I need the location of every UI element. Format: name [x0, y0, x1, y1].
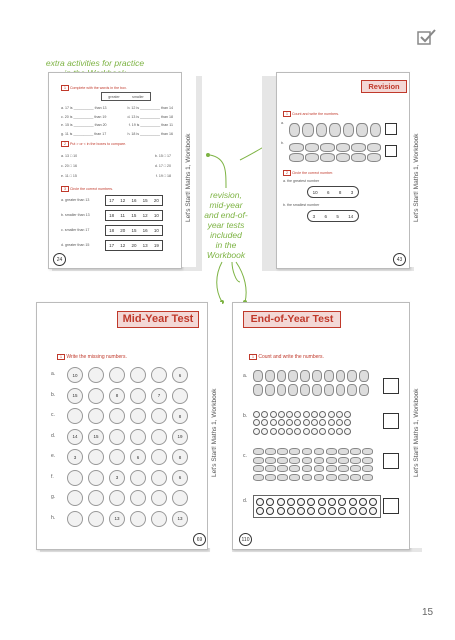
- ex1-header: [283, 111, 339, 117]
- number-bubble: [130, 429, 146, 445]
- strip-number: 20: [153, 198, 159, 203]
- ex2-title: Circle the correct number.: [291, 171, 334, 175]
- answer-box: [385, 123, 397, 135]
- caption-line: in the: [215, 240, 237, 250]
- number-bubble: [151, 511, 167, 527]
- caption-line: revision,: [210, 190, 242, 200]
- number-bubble: 14: [67, 429, 83, 445]
- page-number: 43: [393, 253, 406, 266]
- strip-number: 16: [142, 228, 148, 233]
- page-corner-number: 15: [422, 607, 434, 618]
- number-oval: [307, 210, 359, 222]
- caption-line: year tests: [207, 220, 245, 230]
- page-number: 24: [53, 253, 66, 266]
- number-strip: [105, 195, 163, 206]
- ex1-title: Count and write the numbers.: [258, 354, 324, 360]
- caption-line: included: [210, 230, 242, 240]
- page-spine: [409, 302, 424, 548]
- revision-banner: Revision: [361, 80, 407, 93]
- word-box: [101, 92, 151, 101]
- number-bubble: [67, 511, 83, 527]
- oval-number: 5: [336, 213, 339, 219]
- strip-number: 12: [120, 198, 126, 203]
- strip-number: 17: [109, 198, 115, 203]
- ex1-item: d. 13 is __________ than 18: [127, 114, 173, 119]
- exercise-badge: 1: [61, 85, 69, 91]
- strip-number: 17: [109, 243, 115, 248]
- spine-label: Let's Start! Maths 1, Workbook: [211, 388, 218, 477]
- ex3-title: Circle the correct numbers.: [69, 187, 114, 191]
- ex1-item: a. 17 is __________ than 13: [61, 106, 107, 110]
- number-bubble: [109, 367, 125, 383]
- page-spine: [409, 72, 424, 267]
- number-bubble: [130, 490, 146, 506]
- strip-number: 10: [153, 213, 159, 218]
- flowers-picture: [253, 370, 369, 396]
- mid-year-test-banner: Mid-Year Test: [117, 311, 199, 328]
- number-strip: [105, 225, 163, 236]
- row-label: d.: [51, 432, 56, 439]
- ex1-header: [61, 85, 127, 91]
- workbook-page-24: [48, 72, 182, 269]
- exercise-badge: 3: [61, 186, 69, 192]
- number-bubble: [151, 449, 167, 465]
- oval-number: 3: [350, 189, 354, 195]
- oval-number: 14: [348, 213, 354, 219]
- page-number: 69: [193, 533, 206, 546]
- row-label: e.: [51, 453, 56, 459]
- ex1-title: Count and write the numbers.: [291, 112, 340, 116]
- ex2-rows: [61, 151, 171, 181]
- spine-label: Let's Start! Maths 1, Workbook: [413, 388, 420, 477]
- row-label: b.: [243, 413, 248, 419]
- caption-line: Workbook: [206, 250, 246, 260]
- ex2-label: a. the greatest number: [283, 179, 320, 183]
- page-number: 110: [239, 533, 252, 546]
- oval-number: 3: [312, 213, 316, 219]
- number-bubble: 8: [172, 408, 188, 424]
- oval-number: 6: [324, 213, 328, 219]
- answer-box: [383, 453, 399, 469]
- number-bubble: [109, 490, 125, 506]
- ex2-label: b. the smallest number: [283, 203, 320, 207]
- number-bubble: [130, 511, 146, 527]
- ex3-label: b. smaller than 13: [61, 213, 90, 217]
- answer-box: [383, 498, 399, 514]
- number-bubble: 8: [172, 449, 188, 465]
- number-bubble: 15: [67, 388, 83, 404]
- circles-picture: [253, 411, 351, 435]
- number-bubble: [151, 470, 167, 486]
- ex2-header: [61, 141, 126, 147]
- number-oval: [307, 186, 359, 198]
- number-bubble: 15: [88, 429, 104, 445]
- number-bubble: 3: [109, 470, 125, 486]
- strip-number: 18: [109, 228, 115, 233]
- ex2-header: [283, 170, 333, 176]
- number-bubble: [130, 470, 146, 486]
- ex3-header: [61, 186, 113, 192]
- ex1-header: [249, 354, 324, 360]
- number-bubble: [88, 388, 104, 404]
- row-label: c.: [243, 453, 247, 459]
- number-bubble: [130, 388, 146, 404]
- answer-box: [383, 378, 399, 394]
- caption-line: extra activities for practice: [45, 58, 145, 68]
- ex1-header: [57, 354, 127, 360]
- oval-number: 8: [338, 189, 342, 195]
- exercise-badge: 2: [283, 170, 291, 176]
- strip-number: 18: [109, 213, 115, 218]
- caption-line: and end-of-: [204, 210, 248, 220]
- number-bubble: 13: [172, 511, 188, 527]
- strip-number: 12: [120, 243, 126, 248]
- number-bubble: [67, 490, 83, 506]
- number-strip: [105, 240, 163, 251]
- number-bubble: [88, 490, 104, 506]
- number-bubble: [67, 470, 83, 486]
- exercise-badge: 2: [61, 141, 69, 147]
- number-bubble: [151, 367, 167, 383]
- word: greater: [108, 94, 120, 99]
- number-strip: [105, 210, 163, 221]
- ex3-label: c. smaller than 17: [61, 228, 90, 232]
- number-bubble: [172, 490, 188, 506]
- row-label: c.: [51, 412, 55, 418]
- strip-number: 15: [131, 228, 137, 233]
- ex2-title: Put > or < in the boxes to compare.: [69, 142, 127, 146]
- row-label: b.: [51, 391, 56, 398]
- ex2-item: b. 15 □ 17: [154, 154, 171, 158]
- exercise-badge: 1: [57, 354, 65, 360]
- number-bubble: [151, 429, 167, 445]
- ex2-item: e. 11 □ 15: [61, 174, 77, 178]
- ex1-item: b. 12 is __________ than 14: [127, 106, 173, 110]
- number-bubble: [172, 388, 188, 404]
- answer-box: [383, 413, 399, 429]
- number-bubble: [130, 367, 146, 383]
- workbook-page-110: [232, 302, 410, 550]
- ex2-item: c. 20 □ 16: [61, 164, 77, 168]
- ex1-item: e. 15 is __________ than 20: [61, 123, 107, 127]
- exercise-badge: 1: [283, 111, 291, 117]
- strip-number: 11: [120, 213, 126, 218]
- ex1-item: f. 19 is __________ than 11: [128, 123, 173, 127]
- number-bubble: [151, 490, 167, 506]
- workbook-page-43: [276, 72, 410, 269]
- number-bubble: [88, 408, 104, 424]
- ex1-rows: [61, 104, 173, 138]
- end-of-year-test-banner: End-of-Year Test: [243, 311, 341, 328]
- number-bubble: 10: [67, 367, 83, 383]
- row-label: d.: [243, 498, 248, 504]
- cups-picture: [289, 143, 381, 159]
- ex3-label: d. greater than 15: [61, 243, 90, 247]
- number-bubble: 6: [172, 470, 188, 486]
- ex2-item: d. 17 □ 20: [154, 164, 171, 168]
- strip-number: 15: [142, 198, 148, 203]
- number-bubble: [109, 408, 125, 424]
- ex2-item: a. 13 □ 10: [61, 154, 78, 158]
- number-bubble: 6: [172, 367, 188, 383]
- number-bubble: [109, 429, 125, 445]
- ex1-item: g. 11 is __________ than 17: [61, 131, 107, 136]
- strip-number: 20: [120, 228, 126, 233]
- strip-number: 15: [131, 213, 137, 218]
- oval-number: 6: [327, 189, 330, 195]
- number-bubble: [88, 449, 104, 465]
- flowers-grid-picture: [253, 495, 381, 518]
- number-bubble: 6: [130, 449, 146, 465]
- answer-box: [385, 145, 397, 157]
- strip-number: 19: [153, 243, 159, 248]
- row-label: g.: [51, 494, 56, 500]
- word: smaller: [132, 94, 144, 99]
- ex1-title: Complete with the words in the box.: [69, 86, 127, 90]
- row-label: h.: [51, 514, 56, 521]
- number-bubble: 3: [67, 449, 83, 465]
- workbook-page-69: [36, 302, 208, 550]
- number-bubble: [109, 449, 125, 465]
- number-bubble: 7: [151, 388, 167, 404]
- strip-number: 20: [131, 243, 137, 248]
- number-bubble: [151, 408, 167, 424]
- number-bubble: [88, 470, 104, 486]
- ex1-item: h. 18 is __________ than 16: [127, 131, 173, 136]
- page-spine: [181, 72, 196, 267]
- row-label: a.: [51, 371, 56, 377]
- strip-number: 10: [153, 228, 159, 233]
- exercise-badge: 1: [249, 354, 257, 360]
- strip-number: 13: [142, 243, 148, 248]
- oval-number: 10: [312, 189, 318, 195]
- spine-label: Let's Start! Maths 1, Workbook: [413, 133, 420, 222]
- number-bubble: [67, 408, 83, 424]
- ex1-title: Write the missing numbers.: [66, 354, 127, 360]
- page-spine: [207, 302, 222, 548]
- bows-picture: [253, 448, 373, 474]
- bells-picture: [289, 123, 381, 135]
- number-bubble: [88, 367, 104, 383]
- number-bubble: 8: [109, 388, 125, 404]
- number-bubble: [130, 408, 146, 424]
- strip-number: 16: [131, 198, 137, 203]
- number-bubble: 19: [172, 429, 188, 445]
- item-label: a.: [281, 121, 284, 125]
- strip-number: 12: [142, 213, 148, 218]
- spine-label: Let's Start! Maths 1, Workbook: [185, 133, 192, 222]
- number-bubble: [88, 511, 104, 527]
- row-label: a.: [243, 373, 248, 379]
- ex3-label: a. greater than 13: [61, 198, 90, 202]
- number-bubble: 13: [109, 511, 125, 527]
- ex2-item: f. 19 □ 18: [155, 174, 171, 178]
- ex1-item: c. 20 is __________ than 19: [61, 114, 107, 119]
- row-label: f.: [51, 473, 54, 480]
- item-label: b.: [281, 141, 284, 145]
- caption-line: mid-year: [209, 200, 243, 210]
